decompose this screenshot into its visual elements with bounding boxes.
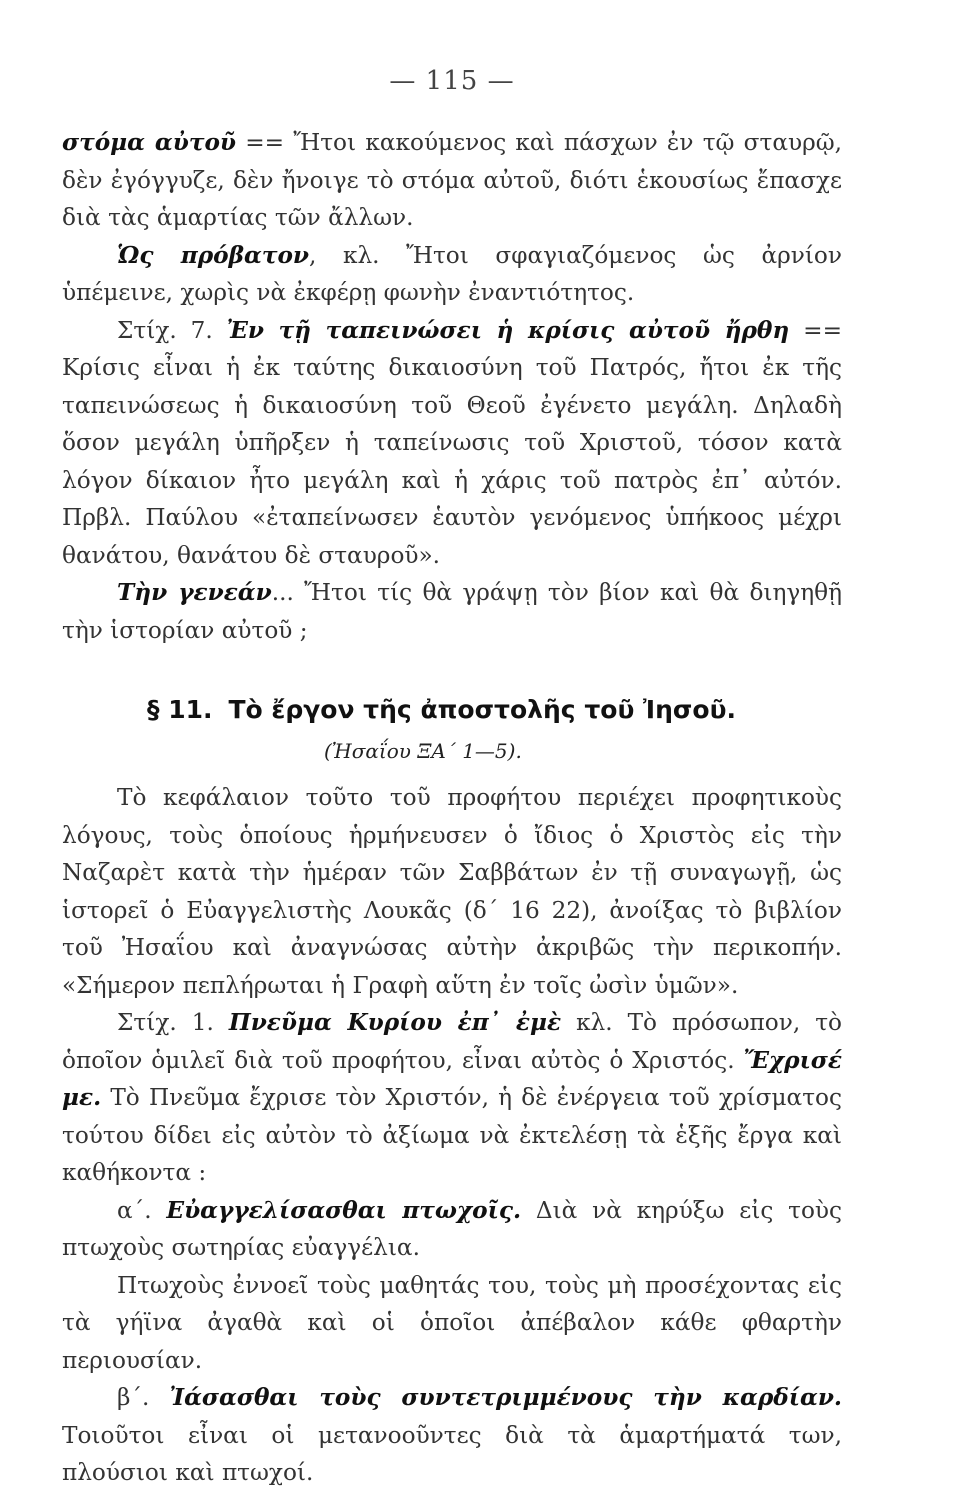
paragraph-genean (62, 574, 842, 649)
body-text (62, 124, 842, 1492)
term-euangelisasthai: Εὐαγγελίσασθαι πτωχοῖς. (166, 1196, 522, 1224)
verse-label: Στίχ. 1. (117, 1009, 229, 1036)
paragraph-verse-7 (62, 312, 842, 575)
paragraph-text: ... Ἤτοι τίς θὰ γράψῃ τὸν βίον καὶ θὰ διηγηθῇ τὴν ἱστορίαν αὐτοῦ ; (62, 579, 843, 644)
paragraph-item-a-note: Πτωχοὺς ἐννοεῖ τοὺς μαθητάς του, τοὺς μὴ προσέχοντας εἰς τὰ γήϊνα ἀγαθὰ καὶ οἱ ὁποῖοι ἀπέβαλον κάθε φθαρτὴν περιουσίαν. (62, 1271, 842, 1374)
term-echrise: Ἔχρισέ με. (62, 1046, 842, 1111)
section-heading (147, 691, 842, 729)
section-number: § 11. (147, 695, 213, 724)
item-label: β΄. (117, 1384, 170, 1411)
item-label: α΄. (117, 1196, 167, 1224)
paragraph-text: == Κρίσις εἶναι ἡ ἐκ ταύτης δικαιοσύνη τοῦ Πατρός, ἤτοι ἐκ τῆς ταπεινώσεως ἡ δικαιοσύνη τοῦ Θεοῦ ἐγένετο μεγάλη. Δηλαδὴ ὅσον μεγάλη ὑπῆρξεν ἡ ταπείνωσις τοῦ Χριστοῦ, τόσον κατὰ λόγον δίκαιον ἦτο μεγάλη καὶ ἡ χάρις τοῦ πατρὸς ἐπ᾽ αὐτόν. Πρβλ. Παύλου «ἐταπείνωσεν ἑαυτὸν γενόμενος ὑπήκοος μέχρι θανάτου, θανάτου δὲ σταυροῦ». (62, 316, 843, 569)
term-iasasthai: Ἰάσασθαι τοὺς συντετριμμένους τὴν καρδίαν. (169, 1384, 842, 1411)
paragraph-text: == Ἤτοι κακούμενος καὶ πάσχων ἐν τῷ σταυρῷ, δὲν ἐγόγγυζε, δὲν ἤνοιγε τὸ στόμα αὐτοῦ, διότι ἑκουσίως ἔπασχε διὰ τὰς ἁμαρτίας τῶν ἄλλων. (62, 129, 842, 231)
paragraph-text: , κλ. Ἤτοι σφαγιαζόμενος ὡς ἀρνίον ὑπέμεινε, χωρὶς νὰ ἐκφέρῃ φωνὴν ἐναντιότητος. (62, 241, 842, 306)
verse-label: Στίχ. 7. (117, 316, 227, 344)
section-title: Τὸ ἔργον τῆς ἀποστολῆς τοῦ Ἰησοῦ. (228, 695, 736, 724)
term-genean: Τὴν γενεάν (117, 579, 272, 606)
paragraph-stoma (62, 124, 842, 237)
paragraph-probaton (62, 237, 842, 312)
term-pneuma: Πνεῦμα Κυρίου ἐπ᾽ ἐμὲ (228, 1009, 562, 1036)
paragraph-item-a (62, 1192, 842, 1267)
paragraph-item-b (62, 1379, 842, 1492)
paragraph-intro: Τὸ κεφάλαιον τοῦτο τοῦ προφήτου περιέχει προφητικοὺς λόγους, τοὺς ὁποίους ἡρμήνευσεν ὁ ἴδιος ὁ Χριστὸς εἰς τὴν Ναζαρὲτ κατὰ τὴν ἡμέραν τῶν Σαββάτων ἐν τῇ συναγωγῇ, ὡς ἱστορεῖ ὁ Εὐαγγελιστὴς Λουκᾶς (δ΄ 16 22), ἀνοίξας τὸ βιβλίον τοῦ Ἠσαΐου καὶ ἀναγνώσας αὐτὴν ἀκριβῶς τὴν περικοπήν. «Σήμερον πεπλήρωται ἡ Γραφὴ αὕτη ἐν τοῖς ὠσὶν ὑμῶν». (62, 784, 842, 999)
paragraph-text: κλ. Τὸ πρόσωπον, τὸ ὁποῖον ὁμιλεῖ διὰ τοῦ προφήτου, εἶναι αὐτὸς ὁ Χριστός. (62, 1009, 842, 1074)
page-number: — 115 — (389, 66, 515, 96)
term-tapeinosis: Ἐν τῇ ταπεινώσει ἡ κρίσις αὐτοῦ ἤρθη (226, 316, 790, 344)
paragraph-text: Τοιοῦτοι εἶναι οἱ μετανοοῦντες διὰ τὰ ἁμαρτήματά των, πλούσιοι καὶ πτωχοί. (62, 1421, 842, 1486)
term-stoma: στόμα αὐτοῦ (62, 129, 237, 156)
source-reference: (Ἠσαΐου ΞΑ΄ 1—5). (324, 739, 522, 763)
paragraph-text: Διὰ νὰ κηρύξω εἰς τοὺς πτωχοὺς σωτηρίας εὐαγγέλια. (62, 1196, 843, 1261)
paragraph-text: Τὸ Πνεῦμα ἔχρισε τὸν Χριστόν, ἡ δὲ ἐνέργεια τοῦ χρίσματος τούτου δίδει εἰς αὐτὸν τὸ ἀξίωμα νὰ ἐκτελέσῃ τὰ ἑξῆς ἔργα καὶ καθήκοντα : (62, 1084, 842, 1186)
term-probaton: Ὡς πρόβατον (117, 241, 309, 269)
paragraph-verse-1 (62, 1004, 842, 1192)
